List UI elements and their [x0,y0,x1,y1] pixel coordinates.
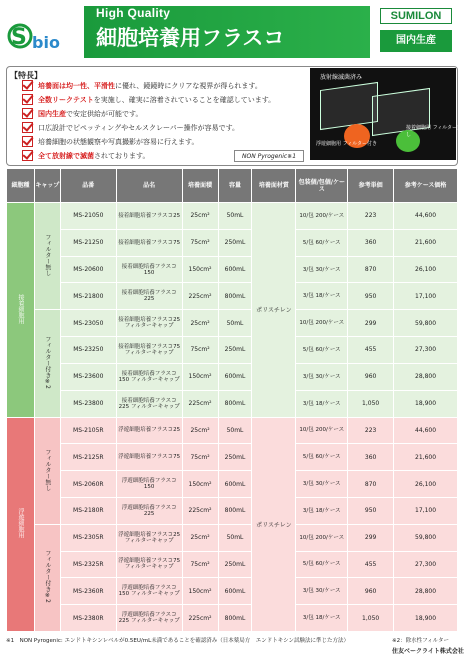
product-name: 浮遊細胞培養フラスコ150 [116,471,182,498]
col-header: 容量 [218,169,252,203]
quality-text: High Quality [96,6,171,20]
product-name: 浮遊細胞培養フラスコ225 [116,497,182,524]
page-header [0,0,464,62]
material-cell: ポリスチレン [252,203,296,418]
case-price: 44,600 [394,203,458,230]
table-row [7,229,458,256]
table-row [7,524,458,551]
case-price: 59,800 [394,524,458,551]
pack-cell: 3/包 30/ケース [296,256,348,283]
product-code: MS-23800 [60,390,116,417]
area-cell: 150cm² [182,256,218,283]
unit-price: 299 [348,310,394,337]
table-row [7,256,458,283]
unit-price: 1,050 [348,605,394,632]
product-code: MS-2360R [60,578,116,605]
case-price: 26,100 [394,471,458,498]
product-name: 接着細胞培養フラスコ225 [116,283,182,310]
area-cell: 25cm² [182,417,218,444]
cap2-label: 接着細胞用 フィルター無し [406,125,462,138]
pack-cell: 5/包 60/ケース [296,551,348,578]
product-code: MS-2325R [60,551,116,578]
domestic-badge: 国内生産 [380,30,452,52]
case-price: 27,300 [394,551,458,578]
unit-price: 870 [348,471,394,498]
area-cell: 225cm² [182,390,218,417]
table-row [7,337,458,364]
product-code: MS-2380R [60,605,116,632]
table-row [7,417,458,444]
svg-text:S: S [11,25,27,50]
product-code: MS-21800 [60,283,116,310]
area-cell: 75cm² [182,551,218,578]
table-row [7,203,458,230]
area-cell: 225cm² [182,605,218,632]
cap-type-label: フィルター無し [34,417,60,524]
cell-type-label: 浮遊細胞用 [7,417,35,632]
volume-cell: 600mL [218,471,252,498]
unit-price: 950 [348,283,394,310]
unit-price: 950 [348,497,394,524]
unit-price: 360 [348,444,394,471]
product-name: 浮遊細胞培養フラスコ75 フィルターキャップ [116,551,182,578]
product-name: 接着細胞培養フラスコ150 [116,256,182,283]
product-name: 接着細胞培養フラスコ75 [116,229,182,256]
footnote-2: ※2：除水性フィルター [392,638,449,644]
pack-cell: 3/包 30/ケース [296,363,348,390]
product-code: MS-2305R [60,524,116,551]
volume-cell: 250mL [218,551,252,578]
feature-item: 国内生産で安定供給が可能です。 [38,108,142,120]
feature-item: 全て放射線で滅菌されております。 [38,150,149,162]
svg-text:bio: bio [32,33,60,52]
product-code: MS-20600 [60,256,116,283]
area-cell: 225cm² [182,497,218,524]
volume-cell: 800mL [218,390,252,417]
case-price: 27,300 [394,337,458,364]
product-name: 浮遊細胞培養フラスコ225 フィルターキャップ [116,605,182,632]
volume-cell: 50mL [218,310,252,337]
cap-type-label: フィルター付き※2 [34,524,60,631]
unit-price: 960 [348,363,394,390]
table-row [7,497,458,524]
col-header: 培養面材質 [252,169,296,203]
pack-cell: 5/包 60/ケース [296,337,348,364]
checkbox-icon [22,80,33,91]
unit-price: 223 [348,417,394,444]
feature-item: 培養細胞の状態観察や写真撮影が容易に行えます。 [38,136,198,148]
unit-price: 360 [348,229,394,256]
area-cell: 75cm² [182,229,218,256]
page-title: 細胞培養用フラスコ [96,26,285,50]
brand-badge: SUMILON [380,8,452,24]
table-header-row [7,169,458,203]
product-code: MS-23600 [60,363,116,390]
photo-caption: 放射線滅菌済み [320,74,363,81]
table-row [7,283,458,310]
case-price: 17,100 [394,283,458,310]
checkbox-icon [22,136,33,147]
volume-cell: 800mL [218,497,252,524]
area-cell: 150cm² [182,471,218,498]
unit-price: 870 [348,256,394,283]
features-title: 【特長】 [10,71,42,80]
product-name: 浮遊細胞培養フラスコ25 フィルターキャップ [116,524,182,551]
volume-cell: 800mL [218,605,252,632]
unit-price: 1,050 [348,390,394,417]
col-header: 品名 [116,169,182,203]
case-price: 28,800 [394,578,458,605]
checkbox-icon [22,122,33,133]
feature-item: 培養面は均一性、平滑性に優れ、鏡鏡時にクリアな視界が得られます。 [38,80,262,92]
pack-cell: 10/包 200/ケース [296,417,348,444]
cap-type-label: フィルター付き※2 [34,310,60,417]
area-cell: 150cm² [182,363,218,390]
product-code: MS-23250 [60,337,116,364]
col-header: 培養面積 [182,169,218,203]
product-code: MS-2125R [60,444,116,471]
pack-cell: 5/包 60/ケース [296,229,348,256]
volume-cell: 250mL [218,229,252,256]
unit-price: 455 [348,337,394,364]
volume-cell: 600mL [218,363,252,390]
feature-item: 全数リークテストを実施し、確実に溶着されていることを確認しています。 [38,94,275,106]
case-price: 28,800 [394,363,458,390]
product-code: MS-21250 [60,229,116,256]
product-table [6,168,458,632]
volume-cell: 50mL [218,203,252,230]
table-row [7,578,458,605]
product-name: 浮遊細胞培養フラスコ150 フィルターキャップ [116,578,182,605]
cap-type-label: フィルター無し [34,203,60,310]
case-price: 21,600 [394,444,458,471]
volume-cell: 250mL [218,444,252,471]
case-price: 59,800 [394,310,458,337]
pack-cell: 10/包 200/ケース [296,310,348,337]
table-row [7,551,458,578]
area-cell: 25cm² [182,310,218,337]
table-row [7,310,458,337]
col-header: 参考ケース価格 [394,169,458,203]
product-code: MS-23050 [60,310,116,337]
pack-cell: 3/包 30/ケース [296,578,348,605]
checkbox-icon [22,150,33,161]
product-code: MS-2060R [60,471,116,498]
area-cell: 225cm² [182,283,218,310]
pack-cell: 10/包 200/ケース [296,524,348,551]
cap1-label: 浮遊細胞用 フィルター付き [316,141,377,147]
unit-price: 299 [348,524,394,551]
table-row [7,390,458,417]
col-header: 参考単価 [348,169,394,203]
col-header: 細胞種 [7,169,35,203]
product-code: MS-21050 [60,203,116,230]
area-cell: 75cm² [182,444,218,471]
nonpyrogenic-label: NON Pyrogenic※1 [234,150,304,162]
case-price: 44,600 [394,417,458,444]
case-price: 17,100 [394,497,458,524]
material-cell: ポリスチレン [252,417,296,632]
unit-price: 455 [348,551,394,578]
feature-item: 口広設計でピペッティングやセルスクレーパー操作が容易です。 [38,122,239,134]
pack-cell: 3/包 30/ケース [296,471,348,498]
area-cell: 25cm² [182,203,218,230]
pack-cell: 5/包 60/ケース [296,444,348,471]
unit-price: 223 [348,203,394,230]
flask-icon [320,82,378,130]
product-name: 接着細胞培養フラスコ225 フィルターキャップ [116,390,182,417]
case-price: 18,900 [394,605,458,632]
pack-cell: 10/包 200/ケース [296,203,348,230]
volume-cell: 250mL [218,337,252,364]
table-row [7,363,458,390]
pack-cell: 3/包 18/ケース [296,283,348,310]
volume-cell: 600mL [218,256,252,283]
col-header: キャップ [34,169,60,203]
area-cell: 25cm² [182,524,218,551]
volume-cell: 50mL [218,524,252,551]
table-row [7,444,458,471]
product-name: 接着細胞培養フラスコ25 フィルターキャップ [116,310,182,337]
company-name: 住友ベークライト株式会社 [392,648,464,655]
product-name: 接着細胞培養フラスコ150 フィルターキャップ [116,363,182,390]
pack-cell: 3/包 18/ケース [296,390,348,417]
col-header: 品番 [60,169,116,203]
pack-cell: 3/包 18/ケース [296,497,348,524]
product-name: 接着細胞培養フラスコ75 フィルターキャップ [116,337,182,364]
volume-cell: 50mL [218,417,252,444]
sbio-logo [6,14,72,56]
cell-type-label: 接着細胞用 [7,203,35,418]
table-row [7,471,458,498]
product-name: 浮遊細胞培養フラスコ75 [116,444,182,471]
product-name: 浮遊細胞培養フラスコ25 [116,417,182,444]
case-price: 18,900 [394,390,458,417]
unit-price: 960 [348,578,394,605]
volume-cell: 600mL [218,578,252,605]
product-name: 接着細胞培養フラスコ25 [116,203,182,230]
volume-cell: 800mL [218,283,252,310]
case-price: 21,600 [394,229,458,256]
case-price: 26,100 [394,256,458,283]
checkbox-icon [22,94,33,105]
col-header: 包装個/包個/ケース [296,169,348,203]
footnote-1: ※1 NON Pyrogenic: エンドトキシンレベルが0.5EU/mL未満であることを確認済み（日本薬局方 エンドトキシン試験法に準じた方法） [6,638,350,644]
checkbox-icon [22,108,33,119]
table-row [7,605,458,632]
product-code: MS-2180R [60,497,116,524]
pack-cell: 3/包 18/ケース [296,605,348,632]
product-code: MS-2105R [60,417,116,444]
area-cell: 75cm² [182,337,218,364]
area-cell: 150cm² [182,578,218,605]
